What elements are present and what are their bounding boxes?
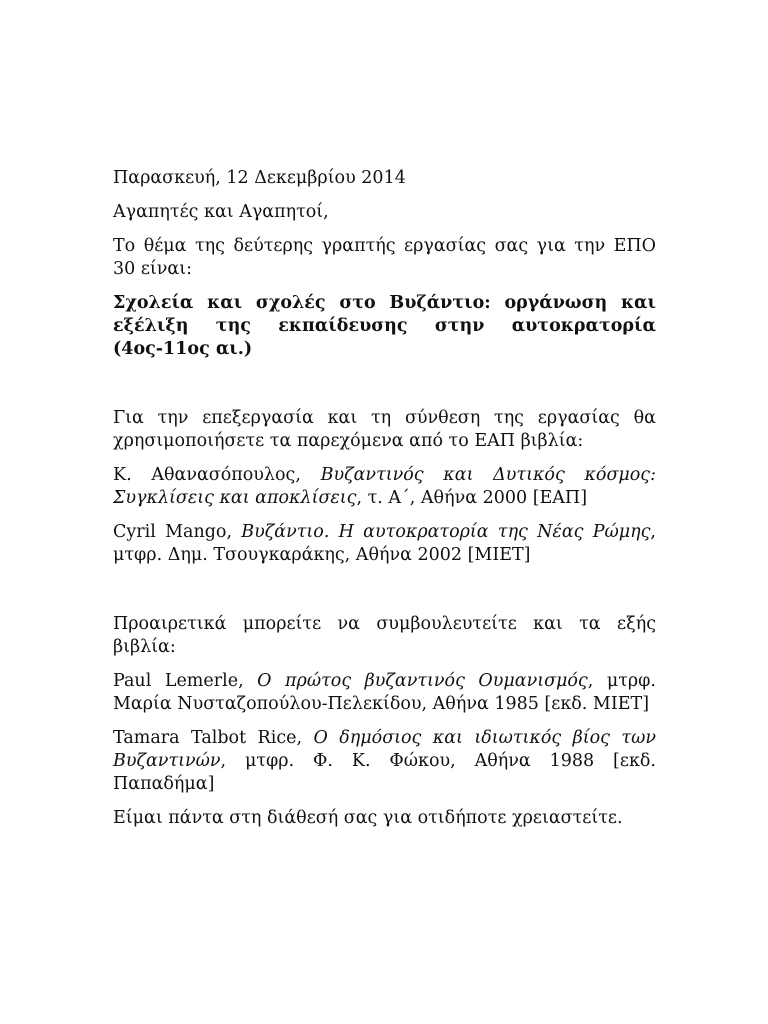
spacer <box>113 372 656 407</box>
salutation: Αγαπητές και Αγαπητοί, <box>113 202 329 222</box>
book-details: , μτρφ. Μαρία Νυσταζοπούλου-Πελεκίδου, Αθήνα 1985 [εκδ. ΜΙΕΤ] <box>113 671 656 714</box>
closing-line: Είμαι πάντα στη διάθεσή σας για οτιδήποτε χρειαστείτε. <box>113 808 623 828</box>
book-title: Ο πρώτος βυζαντινός Ουμανισμός <box>257 671 588 691</box>
topic-title: Σχολεία και σχολές στο Βυζάντιο: οργάνωση και εξέλιξη της εκπαίδευσης στην αυτοκρατορία (4ος-11ος αι.) <box>113 293 656 359</box>
required-book-2 <box>113 521 656 567</box>
book-details: , μτφρ. Δημ. Τσουγκαράκης, Αθήνα 2002 [ΜΙΕΤ] <box>113 522 656 565</box>
book-title: Βυζάντιο. Η αυτοκρατορία της Νέας Ρώμης <box>241 522 651 542</box>
book-author: Cyril Mango, <box>113 522 242 542</box>
topic-intro: Το θέμα της δεύτερης γραπτής εργασίας σας για την ΕΠΟ 30 είναι: <box>113 236 656 279</box>
letter-date: Παρασκευή, 12 Δεκεμβρίου 2014 <box>113 168 406 188</box>
optional-books-intro: Προαιρετικά μπορείτε να συμβουλευτείτε και τα εξής βιβλία: <box>113 614 656 657</box>
book-details: , μτφρ. Φ. Κ. Φώκου, Αθήνα 1988 [εκδ. Παπαδήμα] <box>113 751 656 794</box>
required-books-intro: Για την επεξεργασία και τη σύνθεση της εργασίας θα χρησιμοποιήσετε τα παρεχόμενα από το ΕΑΠ βιβλία: <box>113 408 656 451</box>
book-author: Paul Lemerle, <box>113 671 258 691</box>
book-author: Κ. Αθανασόπουλος, <box>113 465 321 485</box>
letter-body <box>113 167 656 841</box>
book-author: Tamara Talbot Rice, <box>113 728 314 748</box>
spacer <box>113 578 656 613</box>
book-details: , τ. Α΄, Αθήνα 2000 [ΕΑΠ] <box>356 488 588 508</box>
book-title: Βυζαντινός και Δυτικός κόσμος: Συγκλίσεις και αποκλίσεις <box>113 465 657 508</box>
optional-book-1 <box>113 670 656 716</box>
required-book-1 <box>113 464 656 510</box>
optional-book-2 <box>113 727 656 796</box>
book-title: Ο δημόσιος και ιδιωτικός βίος των Βυζαντινών <box>113 728 657 771</box>
